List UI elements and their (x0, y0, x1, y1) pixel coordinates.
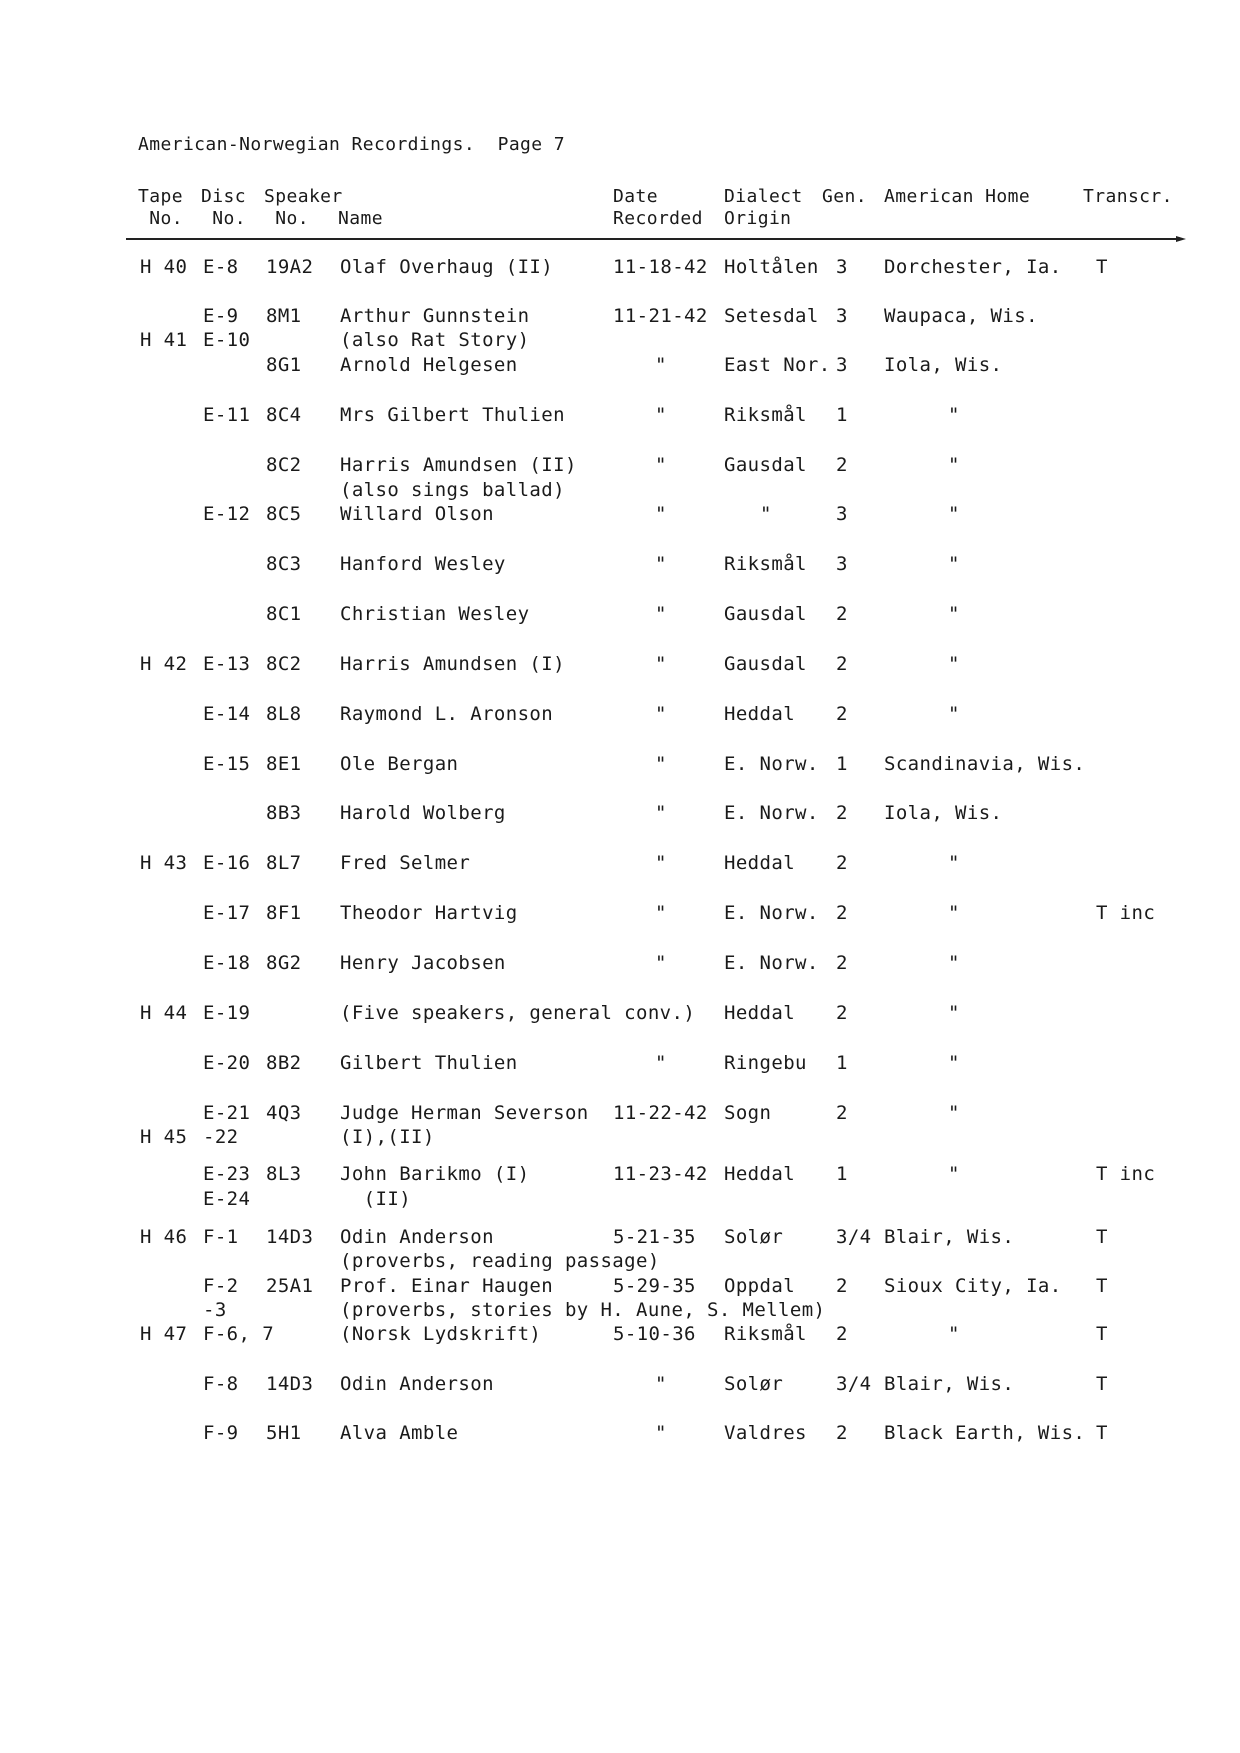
cell-gen: 3 (836, 305, 848, 327)
cell-gen: 2 (836, 1102, 848, 1124)
cell-tape: H 42 (140, 653, 188, 675)
cell-transcr: T (1096, 1275, 1108, 1297)
cell-date: " (655, 354, 667, 376)
cell-disc: E-24 (203, 1188, 251, 1210)
cell-name: Harris Amundsen (I) (340, 653, 565, 675)
cell-speaker: 8C2 (266, 454, 302, 476)
cell-gen: 1 (836, 1052, 848, 1074)
cell-dialect: Gausdal (724, 454, 807, 476)
cell-name: (Norsk Lydskrift) (340, 1323, 542, 1345)
cell-disc: E-21 (203, 1102, 251, 1124)
cell-disc: E-18 (203, 952, 251, 974)
cell-date: " (655, 603, 667, 625)
cell-disc: E-11 (203, 404, 251, 426)
cell-name: Gilbert Thulien (340, 1052, 518, 1074)
cell-speaker: 25A1 (266, 1275, 314, 1297)
cell-disc: F-9 (203, 1422, 239, 1444)
cell-name: Theodor Hartvig (340, 902, 518, 924)
cell-american-home: " (948, 404, 960, 426)
cell-gen: 2 (836, 1422, 848, 1444)
header-name: Name (338, 208, 383, 229)
cell-gen: 2 (836, 1275, 848, 1297)
cell-name: (also sings ballad) (340, 479, 565, 501)
cell-american-home: " (948, 503, 960, 525)
cell-name: (I),(II) (340, 1126, 435, 1148)
cell-transcr: T (1096, 1226, 1108, 1248)
cell-speaker: 8C2 (266, 653, 302, 675)
cell-name: Judge Herman Severson (340, 1102, 589, 1124)
cell-speaker: 8L3 (266, 1163, 302, 1185)
cell-name: Harris Amundsen (II) (340, 454, 577, 476)
cell-disc: F-6, 7 (203, 1323, 275, 1345)
cell-date: " (655, 852, 667, 874)
cell-gen: 3 (836, 354, 848, 376)
cell-transcr: T inc (1096, 902, 1156, 924)
cell-gen: 3 (836, 503, 848, 525)
cell-dialect: E. Norw. (724, 952, 819, 974)
cell-date: " (655, 1373, 667, 1395)
cell-date: 11-21-42 (613, 305, 708, 327)
cell-disc: F-2 (203, 1275, 239, 1297)
cell-date: " (655, 553, 667, 575)
cell-dialect: Gausdal (724, 653, 807, 675)
header-transcr: Transcr. (1083, 186, 1173, 207)
cell-american-home: " (948, 553, 960, 575)
cell-gen: 2 (836, 703, 848, 725)
cell-american-home: Sioux City, Ia. (884, 1275, 1062, 1297)
cell-speaker: 19A2 (266, 256, 314, 278)
cell-american-home: " (948, 603, 960, 625)
cell-gen: 2 (836, 802, 848, 824)
cell-american-home: Iola, Wis. (884, 802, 1003, 824)
cell-date: 11-23-42 (613, 1163, 708, 1185)
cell-date: " (655, 753, 667, 775)
cell-dialect: Heddal (724, 1163, 796, 1185)
cell-name: Hanford Wesley (340, 553, 506, 575)
cell-name: Harold Wolberg (340, 802, 506, 824)
cell-tape: H 44 (140, 1002, 188, 1024)
cell-disc: E-12 (203, 503, 251, 525)
cell-dialect: Riksmål (724, 1323, 807, 1345)
cell-date: " (655, 1052, 667, 1074)
cell-tape: H 46 (140, 1226, 188, 1248)
cell-gen: 3/4 (836, 1226, 872, 1248)
cell-disc: F-1 (203, 1226, 239, 1248)
cell-name: (proverbs, stories by H. Aune, S. Mellem) (340, 1299, 826, 1321)
cell-date: " (655, 802, 667, 824)
cell-date: " (655, 902, 667, 924)
cell-gen: 1 (836, 404, 848, 426)
cell-disc: E-17 (203, 902, 251, 924)
header-tape: Tape No. (138, 186, 183, 229)
cell-transcr: T (1096, 256, 1108, 278)
cell-american-home: Black Earth, Wis. (884, 1422, 1086, 1444)
cell-gen: 1 (836, 1163, 848, 1185)
cell-name: Raymond L. Aronson (340, 703, 554, 725)
cell-disc: -22 (203, 1126, 239, 1148)
cell-transcr: T (1096, 1373, 1108, 1395)
cell-gen: 2 (836, 852, 848, 874)
cell-disc: E-10 (203, 329, 251, 351)
cell-american-home: " (948, 653, 960, 675)
cell-gen: 2 (836, 952, 848, 974)
cell-american-home: Dorchester, Ia. (884, 256, 1062, 278)
cell-american-home: " (948, 1052, 960, 1074)
header-date: Date Recorded (613, 186, 703, 229)
cell-disc: E-13 (203, 653, 251, 675)
cell-date: 11-22-42 (613, 1102, 708, 1124)
page-title: American-Norwegian Recordings. Page 7 (138, 134, 566, 155)
cell-gen: 3 (836, 553, 848, 575)
cell-gen: 2 (836, 1002, 848, 1024)
header-dialect: Dialect Origin (724, 186, 803, 229)
cell-dialect: Ringebu (724, 1052, 807, 1074)
cell-speaker: 8E1 (266, 753, 302, 775)
cell-disc: F-8 (203, 1373, 239, 1395)
cell-disc: E-16 (203, 852, 251, 874)
cell-dialect: Heddal (724, 1002, 796, 1024)
cell-speaker: 8G2 (266, 952, 302, 974)
cell-speaker: 14D3 (266, 1373, 314, 1395)
cell-disc: E-23 (203, 1163, 251, 1185)
cell-transcr: T (1096, 1323, 1108, 1345)
cell-american-home: " (948, 703, 960, 725)
cell-american-home: " (948, 1163, 960, 1185)
cell-dialect: Oppdal (724, 1275, 796, 1297)
cell-gen: 2 (836, 1323, 848, 1345)
cell-name: Arthur Gunnstein (340, 305, 530, 327)
cell-dialect: Setesdal (724, 305, 819, 327)
cell-date: " (655, 454, 667, 476)
cell-speaker: 8L7 (266, 852, 302, 874)
cell-american-home: " (948, 952, 960, 974)
cell-dialect: East Nor. (724, 354, 831, 376)
cell-dialect: " (760, 503, 772, 525)
cell-speaker: 8C4 (266, 404, 302, 426)
cell-dialect: Valdres (724, 1422, 807, 1444)
cell-name: (II) (340, 1188, 412, 1210)
cell-name: (Five speakers, general conv.) (340, 1002, 696, 1024)
cell-disc: E-15 (203, 753, 251, 775)
cell-american-home: " (948, 454, 960, 476)
cell-american-home: " (948, 1323, 960, 1345)
header-speaker: Speaker No. (264, 186, 343, 229)
cell-name: Mrs Gilbert Thulien (340, 404, 565, 426)
cell-name: Olaf Overhaug (II) (340, 256, 554, 278)
cell-name: (proverbs, reading passage) (340, 1250, 660, 1272)
cell-date: " (655, 503, 667, 525)
cell-dialect: Gausdal (724, 603, 807, 625)
cell-gen: 2 (836, 603, 848, 625)
cell-name: Christian Wesley (340, 603, 530, 625)
cell-speaker: 14D3 (266, 1226, 314, 1248)
cell-date: 5-10-36 (613, 1323, 696, 1345)
header-disc: Disc No. (201, 186, 246, 229)
cell-speaker: 4Q3 (266, 1102, 302, 1124)
cell-speaker: 8C5 (266, 503, 302, 525)
cell-speaker: 8F1 (266, 902, 302, 924)
cell-tape: H 43 (140, 852, 188, 874)
cell-dialect: Solør (724, 1226, 784, 1248)
cell-name: Ole Bergan (340, 753, 459, 775)
cell-disc: E-19 (203, 1002, 251, 1024)
cell-gen: 3/4 (836, 1373, 872, 1395)
cell-name: Alva Amble (340, 1422, 459, 1444)
cell-name: Henry Jacobsen (340, 952, 506, 974)
cell-date: " (655, 1422, 667, 1444)
cell-gen: 2 (836, 454, 848, 476)
cell-dialect: E. Norw. (724, 753, 819, 775)
cell-speaker: 8L8 (266, 703, 302, 725)
cell-gen: 3 (836, 256, 848, 278)
cell-transcr: T (1096, 1422, 1108, 1444)
cell-disc: E-9 (203, 305, 239, 327)
header-american-home: American Home (884, 186, 1031, 207)
cell-dialect: E. Norw. (724, 902, 819, 924)
cell-speaker: 8C3 (266, 553, 302, 575)
cell-disc: -3 (203, 1299, 227, 1321)
cell-speaker: 8C1 (266, 603, 302, 625)
cell-name: Prof. Einar Haugen (340, 1275, 554, 1297)
cell-date: " (655, 653, 667, 675)
cell-date: " (655, 404, 667, 426)
cell-american-home: " (948, 852, 960, 874)
cell-name: Fred Selmer (340, 852, 471, 874)
cell-dialect: Heddal (724, 852, 796, 874)
cell-date: 11-18-42 (613, 256, 708, 278)
cell-american-home: Blair, Wis. (884, 1373, 1015, 1395)
cell-name: Odin Anderson (340, 1373, 494, 1395)
cell-american-home: Waupaca, Wis. (884, 305, 1038, 327)
cell-dialect: E. Norw. (724, 802, 819, 824)
cell-name: Arnold Helgesen (340, 354, 518, 376)
cell-tape: H 41 (140, 329, 188, 351)
cell-american-home: Scandinavia, Wis. (884, 753, 1086, 775)
cell-date: " (655, 952, 667, 974)
cell-dialect: Heddal (724, 703, 796, 725)
cell-tape: H 45 (140, 1126, 188, 1148)
cell-name: (also Rat Story) (340, 329, 530, 351)
cell-gen: 2 (836, 902, 848, 924)
cell-tape: H 40 (140, 256, 188, 278)
cell-american-home: Iola, Wis. (884, 354, 1003, 376)
cell-name: Willard Olson (340, 503, 494, 525)
cell-speaker: 8M1 (266, 305, 302, 327)
header-rule (126, 238, 1182, 240)
cell-american-home: " (948, 902, 960, 924)
cell-speaker: 8G1 (266, 354, 302, 376)
cell-speaker: 8B2 (266, 1052, 302, 1074)
cell-gen: 1 (836, 753, 848, 775)
cell-dialect: Holtålen (724, 256, 819, 278)
cell-date: 5-21-35 (613, 1226, 696, 1248)
cell-speaker: 8B3 (266, 802, 302, 824)
header-gen: Gen. (822, 186, 867, 207)
cell-dialect: Solør (724, 1373, 784, 1395)
cell-speaker: 5H1 (266, 1422, 302, 1444)
cell-dialect: Sogn (724, 1102, 772, 1124)
cell-tape: H 47 (140, 1323, 188, 1345)
cell-transcr: T inc (1096, 1163, 1156, 1185)
cell-dialect: Riksmål (724, 404, 807, 426)
cell-name: Odin Anderson (340, 1226, 494, 1248)
cell-american-home: " (948, 1002, 960, 1024)
cell-disc: E-14 (203, 703, 251, 725)
cell-name: John Barikmo (I) (340, 1163, 530, 1185)
cell-gen: 2 (836, 653, 848, 675)
cell-american-home: " (948, 1102, 960, 1124)
cell-american-home: Blair, Wis. (884, 1226, 1015, 1248)
cell-date: 5-29-35 (613, 1275, 696, 1297)
cell-dialect: Riksmål (724, 553, 807, 575)
cell-disc: E-20 (203, 1052, 251, 1074)
cell-date: " (655, 703, 667, 725)
cell-disc: E-8 (203, 256, 239, 278)
